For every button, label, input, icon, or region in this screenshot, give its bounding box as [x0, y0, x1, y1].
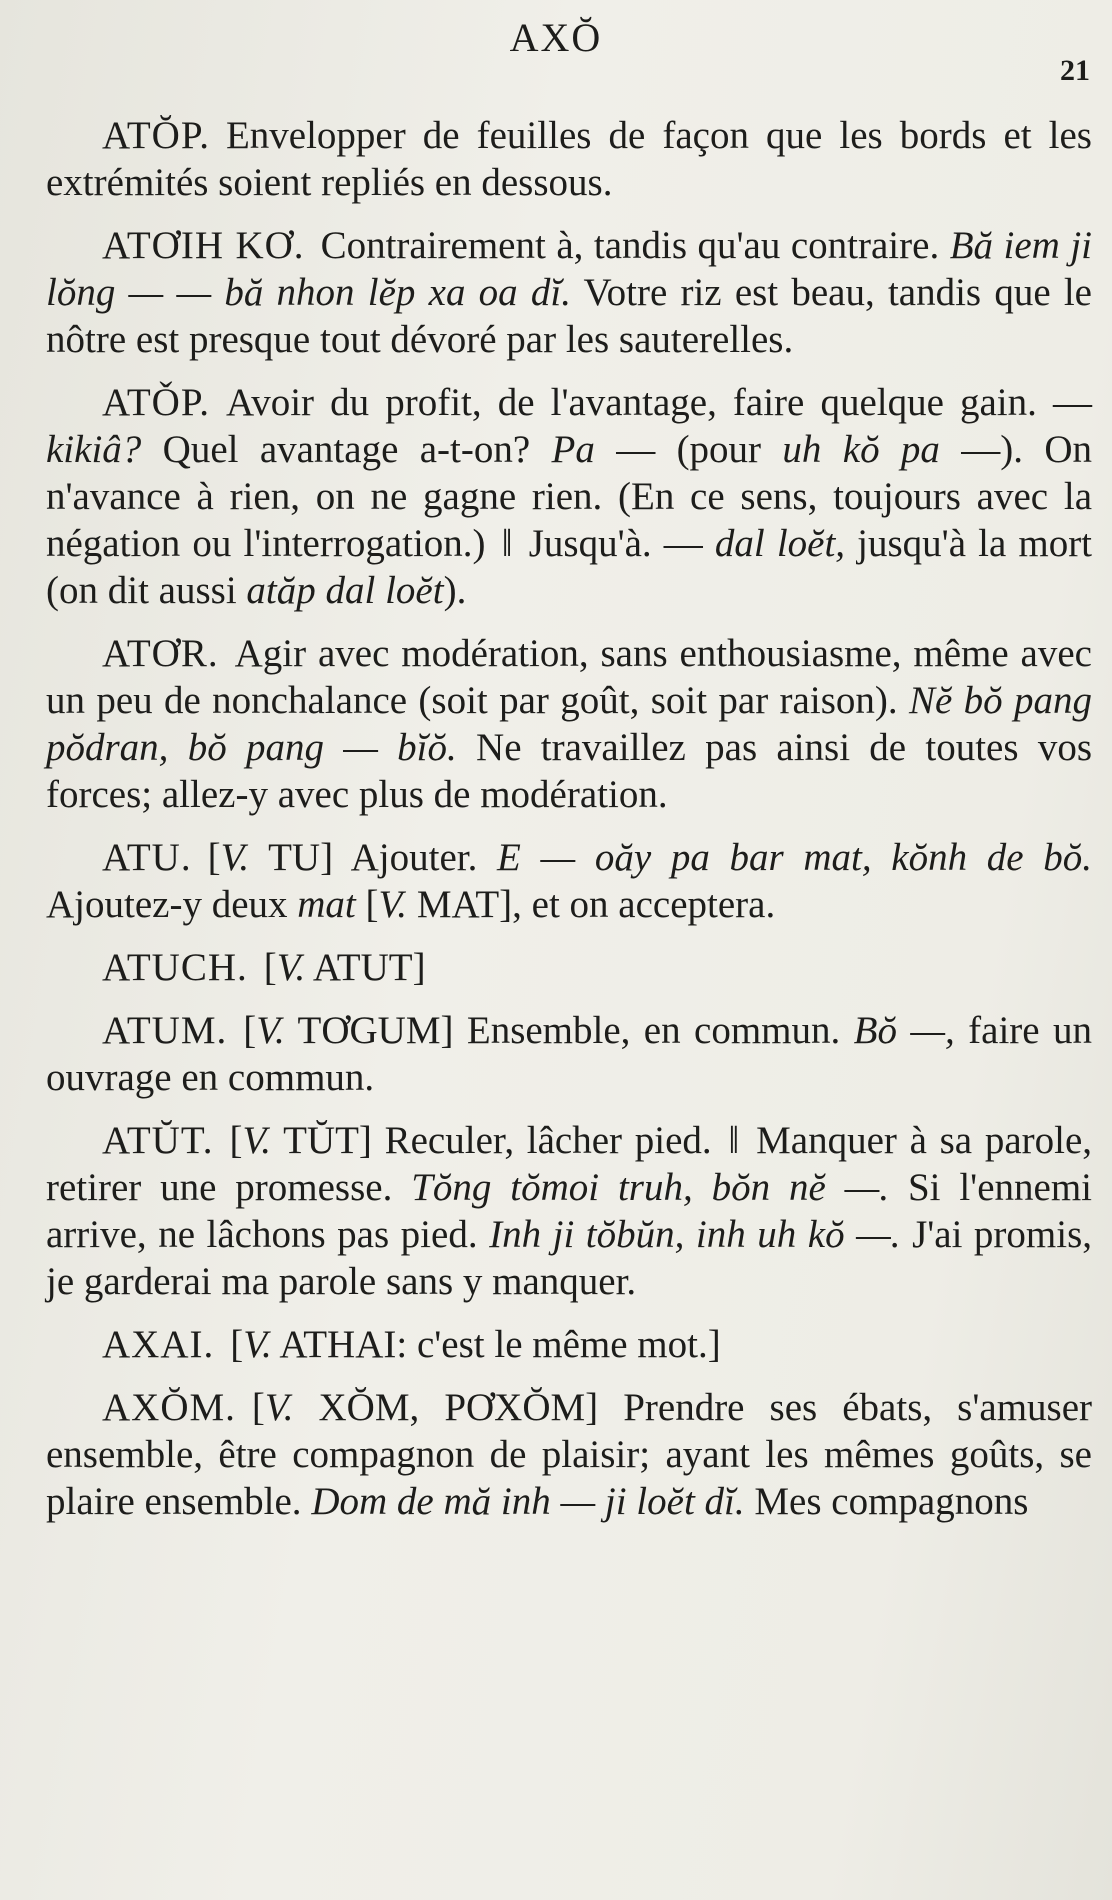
example-italic: Inh ji tŏbŭn, inh uh kŏ —. [489, 1213, 901, 1256]
headword: ATǑP. [102, 381, 210, 424]
example-italic: Dom de mă inh — ji loĕt dĭ. [311, 1480, 745, 1523]
entry-atuch [46, 944, 1092, 991]
example-italic: V. [242, 1119, 272, 1162]
entry-ator [46, 630, 1092, 818]
definition-text: Contrairement à, tandis qu'au contraire. [320, 224, 940, 267]
example-italic: V. [243, 1323, 272, 1366]
example-italic: Pa [551, 428, 595, 471]
entry-atu [46, 834, 1092, 928]
definition-text: Si l'ennemi arrive, ne lâchons pas pied. [46, 1166, 1092, 1256]
definition-text: Agir avec modération, sans enthousiasme, même avec un peu de nonchalance (soit par goût, soit par raison). [46, 632, 1092, 722]
example-italic: dal loĕt, [714, 522, 846, 565]
entry-atop-2 [46, 379, 1092, 614]
example-italic: Bŏ —, [853, 1009, 955, 1052]
headword: ATƠIH KƠ. [102, 224, 305, 267]
headword: AXŎM. [102, 1386, 236, 1429]
example-italic: V. [276, 946, 306, 989]
definition-text: TŬT] Reculer, lâcher pied. [283, 1119, 712, 1162]
definition-text: Mes compagnons [754, 1480, 1029, 1523]
definition-text: Ajoutez-y deux [46, 883, 288, 926]
definition-text: [ [230, 1323, 244, 1366]
definition-text: [ [243, 1009, 257, 1052]
sense-separator: ‖ [728, 1119, 740, 1162]
headword: ATƠR. [102, 632, 219, 675]
example-italic: V. [378, 883, 408, 926]
definition-text: Ne travaillez pas ainsi de toutes vos forces; allez-y avec plus de modération. [46, 726, 1092, 816]
definition-text: J'ai promis, je garderai ma parole sans y manquer. [46, 1213, 1093, 1303]
definition-text: faire un ouvrage en commun. [46, 1009, 1092, 1099]
definition-text: [ [207, 836, 221, 879]
definition-text: [ [229, 1119, 243, 1162]
definition-text: [ [251, 1386, 265, 1429]
example-italic: uh kŏ pa [782, 428, 940, 471]
sense-separator: ‖ [501, 522, 513, 565]
example-italic: Tŏng tŏmoi truh, bŏn nĕ —. [411, 1166, 890, 1209]
definition-text: MAT], et on acceptera. [416, 883, 776, 926]
definition-text: —). On n'avance à rien, on ne gagne rien. (En ce sens, toujours avec la négation ou l'interrogation.) [46, 428, 1093, 565]
definition-text: Votre riz est beau, tandis que le nôtre est presque tout dévoré par les sauterelles. [46, 271, 1092, 361]
example-italic: V. [256, 1009, 285, 1052]
running-head: AXŎ [509, 15, 603, 60]
entry-axai [46, 1321, 1092, 1368]
definition-text: jusqu'à la mort (on dit aussi [46, 522, 1093, 612]
entry-atum [46, 1007, 1092, 1101]
headword: ATŬT. [102, 1119, 214, 1162]
definition-text: Manquer à sa parole, retirer une promesse. [46, 1119, 1093, 1209]
definition-text: Envelopper de feuilles de façon que les bords et les extrémités soient repliés en dessous. [46, 114, 1092, 204]
page-number: 21 [1060, 54, 1090, 87]
definition-text: TƠGUM] Ensemble, en commun. [297, 1009, 841, 1052]
example-italic: Nĕ bŏ pang pŏdran, bŏ pang — bĭŏ. [46, 679, 1092, 769]
example-italic: atăp dal loĕt [246, 569, 444, 612]
example-italic: E — oăy pa bar mat, kŏnh de bŏ. [497, 836, 1092, 879]
entry-axom [46, 1384, 1092, 1525]
example-italic: Bă iem ji lŏng — — bă nhon lĕp xa oa dĭ. [46, 224, 1093, 314]
entry-atut [46, 1117, 1092, 1305]
definition-text: ). [443, 569, 467, 612]
example-italic: kikiâ? [46, 428, 142, 471]
definition-text: [ [263, 946, 277, 989]
definition-text: XŎM, PƠXŎM] Prendre ses ébats, s'amuser ensemble, être compagnon de plaisir; ayant les mêmes goûts, se plaire ensemble. [46, 1386, 1092, 1523]
example-italic: V. [220, 836, 250, 879]
definition-text: — (pour [616, 428, 762, 471]
headword: ATUCH. [102, 946, 248, 989]
definition-text: Jusqu'à. — [528, 522, 703, 565]
definition-text: ATHAI: c'est le même mot.] [279, 1323, 721, 1366]
definition-text: Quel avantage a-t-on? [162, 428, 531, 471]
example-italic: mat [297, 883, 356, 926]
headword: ATUM. [102, 1009, 228, 1052]
example-italic: V. [264, 1386, 294, 1429]
headword: ATU. [102, 836, 192, 879]
entry-atop [46, 112, 1092, 206]
headword: ATŎP. [102, 114, 210, 157]
dictionary-entries [46, 112, 1092, 1541]
definition-text: TU] Ajouter. [268, 836, 478, 879]
headword: AXAI. [102, 1323, 215, 1366]
definition-text: Avoir du profit, de l'avantage, faire quelque gain. — [225, 381, 1092, 424]
definition-text: ATUT] [312, 946, 426, 989]
entry-atoih-ko [46, 222, 1092, 363]
definition-text: [ [365, 883, 379, 926]
